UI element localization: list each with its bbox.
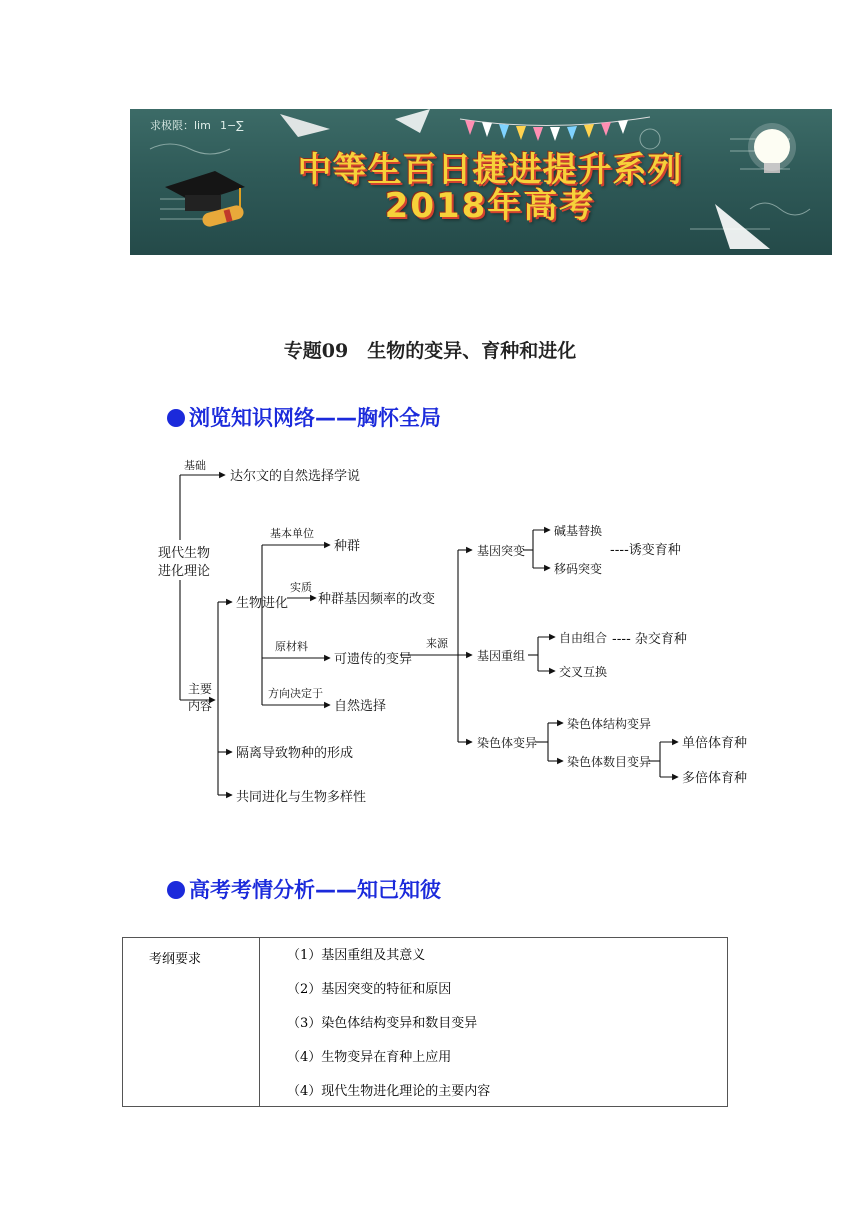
header-banner [130,109,832,255]
chalk-formula-left: 求极限：lim [150,119,211,132]
pennant-flags-icon [460,117,650,141]
bullet-dot-icon [167,881,185,899]
label-direction: 方向决定于 [268,687,323,700]
node-free-combination: 自由组合 [559,631,608,645]
lightbulb-icon [748,123,796,173]
label-basic-unit: 基本单位 [270,527,314,540]
node-root-line1: 现代生物 [158,546,211,561]
requirements-list [287,948,490,1118]
requirements-header: 考纲要求 [149,952,202,967]
node-population: 种群 [334,539,361,554]
requirement-item: （2）基因突变的特征和原因 [287,982,452,997]
concept-map-diagram [140,455,800,815]
node-gene-frequency-change: 种群基因频率的改变 [318,592,436,607]
chalk-formula-right: 1−∑ [220,119,244,132]
requirement-item: （4）现代生物进化理论的主要内容 [287,1084,491,1099]
node-gene-mutation: 基因突变 [477,544,526,558]
requirements-header-cell [123,938,260,1106]
bullet-dot-icon [167,409,185,427]
banner-title-line1: 中等生百日捷进提升系列 [297,150,683,190]
node-chromosome-structure: 染色体结构变异 [567,717,652,731]
node-isolation: 隔离导致物种的形成 [236,746,354,761]
section-heading-knowledge-network [167,402,441,432]
label-main-line1: 主要 [188,682,213,696]
node-crossing-over: 交叉互换 [559,665,608,679]
banner-title-line2: 2018年高考 [384,185,596,226]
document-title: 专题09 生物的变异、育种和进化 [283,340,577,362]
paper-plane-icon [715,204,770,249]
section-heading-exam-analysis [167,874,441,904]
node-gene-recombination: 基因重组 [477,649,526,663]
node-chromosome-variation: 染色体变异 [477,736,538,750]
node-mutation-breeding: ----诱变育种 [610,543,681,558]
node-evolution: 生物进化 [236,596,289,611]
requirement-item: （1）基因重组及其意义 [287,948,426,963]
node-polyploid-breeding: 多倍体育种 [682,771,748,786]
node-haploid-breeding: 单倍体育种 [682,736,748,751]
node-coevolution: 共同进化与生物多样性 [236,790,367,805]
paper-plane-icon [395,109,430,133]
label-essence: 实质 [290,581,312,594]
requirements-table [122,937,728,1107]
node-natural-selection: 自然选择 [334,699,387,714]
label-source: 来源 [426,637,448,650]
node-hybrid-breeding: ---- 杂交育种 [612,632,687,647]
node-heritable-variation: 可遗传的变异 [334,652,413,667]
graduation-cap-icon [165,171,245,211]
node-chromosome-number: 染色体数目变异 [567,755,652,769]
requirement-item: （3）染色体结构变异和数目变异 [287,1016,478,1031]
label-basis: 基础 [184,459,206,472]
paper-plane-icon [280,114,330,137]
node-root-line2: 进化理论 [158,564,211,579]
section-heading-text: 浏览知识网络——胸怀全局 [189,406,441,430]
node-darwin: 达尔文的自然选择学说 [230,469,361,484]
requirement-item: （4）生物变异在育种上应用 [287,1050,452,1065]
label-raw-material: 原材料 [275,640,308,653]
section-heading-text: 高考考情分析——知己知彼 [189,878,441,902]
node-base-substitution: 碱基替换 [554,524,603,538]
banner-title [280,150,700,226]
label-main-line2: 内容 [188,699,213,713]
node-frameshift: 移码突变 [554,562,603,576]
